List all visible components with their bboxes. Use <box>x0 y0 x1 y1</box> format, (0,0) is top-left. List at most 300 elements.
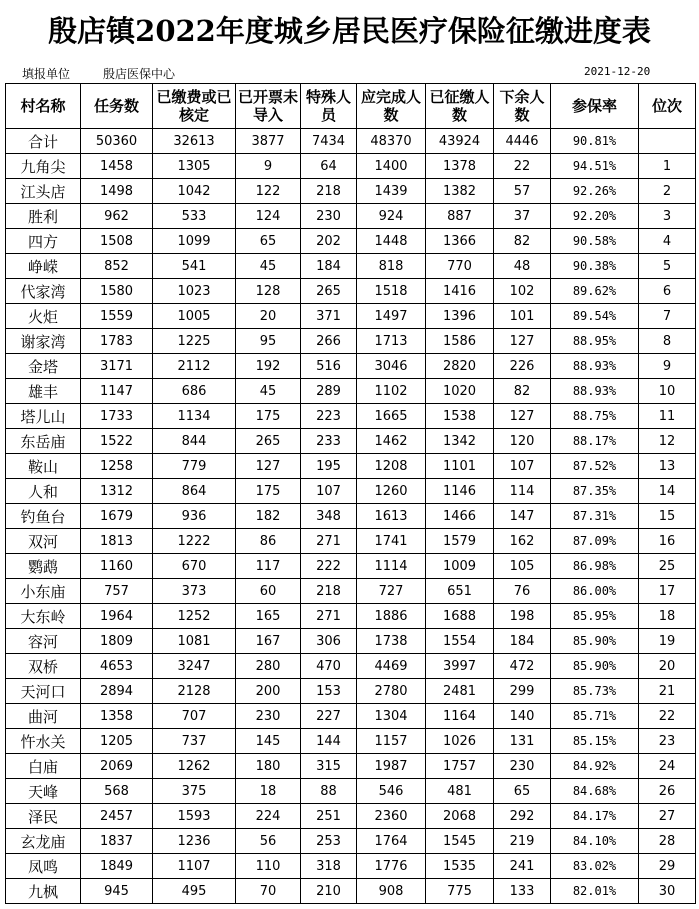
cell-required-count: 1886 <box>357 604 426 629</box>
cell-invoiced-not-imported: 175 <box>236 479 301 504</box>
cell-task-count: 1522 <box>81 429 153 454</box>
cell-required-count: 1114 <box>357 554 426 579</box>
cell-required-count: 1764 <box>357 829 426 854</box>
header-rank: 位次 <box>639 84 696 129</box>
cell-paid-or-verified: 1134 <box>153 404 236 429</box>
cell-task-count: 1205 <box>81 729 153 754</box>
cell-paid-or-verified: 2112 <box>153 354 236 379</box>
cell-task-count: 2894 <box>81 679 153 704</box>
cell-paid-or-verified: 844 <box>153 429 236 454</box>
cell-coverage-rate: 88.75% <box>551 404 639 429</box>
cell-rank: 8 <box>639 329 696 354</box>
cell-village-name: 东岳庙 <box>6 429 81 454</box>
cell-rank: 12 <box>639 429 696 454</box>
cell-special-persons: 348 <box>301 504 357 529</box>
cell-remaining-count: 198 <box>494 604 551 629</box>
cell-invoiced-not-imported: 182 <box>236 504 301 529</box>
cell-village-name: 泽民 <box>6 804 81 829</box>
cell-special-persons: 371 <box>301 304 357 329</box>
cell-required-count: 1518 <box>357 279 426 304</box>
cell-paid-or-verified: 779 <box>153 454 236 479</box>
cell-rank: 18 <box>639 604 696 629</box>
cell-invoiced-not-imported: 45 <box>236 379 301 404</box>
cell-special-persons: 218 <box>301 179 357 204</box>
cell-task-count: 1312 <box>81 479 153 504</box>
table-row <box>6 429 696 454</box>
cell-task-count: 945 <box>81 879 153 904</box>
header-collected-count: 已征缴人数 <box>426 84 494 129</box>
cell-coverage-rate: 89.54% <box>551 304 639 329</box>
cell-paid-or-verified: 1099 <box>153 229 236 254</box>
cell-special-persons: 223 <box>301 404 357 429</box>
cell-task-count: 1849 <box>81 854 153 879</box>
cell-paid-or-verified: 936 <box>153 504 236 529</box>
table-row <box>6 304 696 329</box>
header-paid-or-verified: 已缴费或已核定 <box>153 84 236 129</box>
sheet-title: 殷店镇2022年度城乡居民医疗保险征缴进度表 <box>48 14 651 48</box>
cell-paid-or-verified: 1081 <box>153 629 236 654</box>
cell-collected-count: 1146 <box>426 479 494 504</box>
cell-remaining-count: 133 <box>494 879 551 904</box>
cell-required-count: 546 <box>357 779 426 804</box>
table-row <box>6 204 696 229</box>
cell-remaining-count: 101 <box>494 304 551 329</box>
cell-required-count: 1439 <box>357 179 426 204</box>
cell-task-count: 1559 <box>81 304 153 329</box>
cell-village-name: 容河 <box>6 629 81 654</box>
table-row <box>6 729 696 754</box>
cell-task-count: 2069 <box>81 754 153 779</box>
cell-invoiced-not-imported: 18 <box>236 779 301 804</box>
cell-paid-or-verified: 541 <box>153 254 236 279</box>
cell-rank: 7 <box>639 304 696 329</box>
cell-collected-count: 1396 <box>426 304 494 329</box>
cell-coverage-rate: 88.95% <box>551 329 639 354</box>
cell-required-count: 1741 <box>357 529 426 554</box>
header-remaining-count: 下余人数 <box>494 84 551 129</box>
table-row <box>6 229 696 254</box>
table-row <box>6 779 696 804</box>
cell-village-name: 雄丰 <box>6 379 81 404</box>
cell-collected-count: 651 <box>426 579 494 604</box>
cell-collected-count: 2068 <box>426 804 494 829</box>
cell-required-count: 1665 <box>357 404 426 429</box>
table-row <box>6 179 696 204</box>
cell-coverage-rate: 88.93% <box>551 379 639 404</box>
cell-village-name: 谢家湾 <box>6 329 81 354</box>
table-row <box>6 754 696 779</box>
cell-collected-count: 1101 <box>426 454 494 479</box>
cell-rank: 4 <box>639 229 696 254</box>
cell-remaining-count: 219 <box>494 829 551 854</box>
cell-village-name: 双河 <box>6 529 81 554</box>
cell-remaining-count: 102 <box>494 279 551 304</box>
cell-collected-count: 43924 <box>426 129 494 154</box>
cell-special-persons: 253 <box>301 829 357 854</box>
cell-rank: 30 <box>639 879 696 904</box>
cell-village-name: 凤鸣 <box>6 854 81 879</box>
table-row <box>6 654 696 679</box>
cell-remaining-count: 82 <box>494 379 551 404</box>
cell-paid-or-verified: 1005 <box>153 304 236 329</box>
table-row <box>6 579 696 604</box>
cell-required-count: 1613 <box>357 504 426 529</box>
cell-remaining-count: 162 <box>494 529 551 554</box>
cell-special-persons: 195 <box>301 454 357 479</box>
cell-paid-or-verified: 1593 <box>153 804 236 829</box>
cell-village-name: 大东岭 <box>6 604 81 629</box>
cell-village-name: 峥嵘 <box>6 254 81 279</box>
table-row <box>6 354 696 379</box>
cell-task-count: 1679 <box>81 504 153 529</box>
cell-rank: 13 <box>639 454 696 479</box>
cell-task-count: 1783 <box>81 329 153 354</box>
cell-rank: 23 <box>639 729 696 754</box>
cell-required-count: 1497 <box>357 304 426 329</box>
cell-collected-count: 1757 <box>426 754 494 779</box>
cell-paid-or-verified: 373 <box>153 579 236 604</box>
cell-required-count: 908 <box>357 879 426 904</box>
cell-required-count: 1157 <box>357 729 426 754</box>
cell-coverage-rate: 90.81% <box>551 129 639 154</box>
cell-special-persons: 306 <box>301 629 357 654</box>
total-row <box>6 129 696 154</box>
cell-special-persons: 233 <box>301 429 357 454</box>
cell-task-count: 962 <box>81 204 153 229</box>
cell-required-count: 1462 <box>357 429 426 454</box>
cell-village-name: 玄龙庙 <box>6 829 81 854</box>
cell-rank: 20 <box>639 654 696 679</box>
meta-row <box>0 62 699 83</box>
cell-task-count: 757 <box>81 579 153 604</box>
cell-special-persons: 107 <box>301 479 357 504</box>
cell-coverage-rate: 92.20% <box>551 204 639 229</box>
cell-paid-or-verified: 1305 <box>153 154 236 179</box>
cell-collected-count: 1416 <box>426 279 494 304</box>
cell-required-count: 1738 <box>357 629 426 654</box>
cell-coverage-rate: 87.31% <box>551 504 639 529</box>
cell-coverage-rate: 85.73% <box>551 679 639 704</box>
cell-village-name: 金塔 <box>6 354 81 379</box>
cell-paid-or-verified: 1107 <box>153 854 236 879</box>
cell-village-name: 九角尖 <box>6 154 81 179</box>
cell-remaining-count: 82 <box>494 229 551 254</box>
cell-coverage-rate: 89.62% <box>551 279 639 304</box>
cell-collected-count: 1342 <box>426 429 494 454</box>
cell-rank: 10 <box>639 379 696 404</box>
cell-coverage-rate: 85.95% <box>551 604 639 629</box>
cell-remaining-count: 22 <box>494 154 551 179</box>
cell-remaining-count: 48 <box>494 254 551 279</box>
cell-remaining-count: 37 <box>494 204 551 229</box>
table-row <box>6 629 696 654</box>
cell-paid-or-verified: 3247 <box>153 654 236 679</box>
cell-village-name: 胜利 <box>6 204 81 229</box>
cell-rank: 9 <box>639 354 696 379</box>
cell-paid-or-verified: 864 <box>153 479 236 504</box>
cell-invoiced-not-imported: 145 <box>236 729 301 754</box>
cell-task-count: 1498 <box>81 179 153 204</box>
cell-special-persons: 318 <box>301 854 357 879</box>
cell-special-persons: 184 <box>301 254 357 279</box>
cell-special-persons: 266 <box>301 329 357 354</box>
cell-village-name: 鹦鹉 <box>6 554 81 579</box>
cell-remaining-count: 184 <box>494 629 551 654</box>
cell-required-count: 2360 <box>357 804 426 829</box>
cell-collected-count: 1366 <box>426 229 494 254</box>
cell-coverage-rate: 84.10% <box>551 829 639 854</box>
cell-task-count: 1813 <box>81 529 153 554</box>
cell-coverage-rate: 86.00% <box>551 579 639 604</box>
cell-special-persons: 271 <box>301 604 357 629</box>
cell-rank: 15 <box>639 504 696 529</box>
header-row <box>6 84 696 129</box>
header-task-count: 任务数 <box>81 84 153 129</box>
cell-special-persons: 64 <box>301 154 357 179</box>
cell-collected-count: 1020 <box>426 379 494 404</box>
cell-village-name: 人和 <box>6 479 81 504</box>
cell-coverage-rate: 87.09% <box>551 529 639 554</box>
cell-remaining-count: 4446 <box>494 129 551 154</box>
cell-rank: 16 <box>639 529 696 554</box>
cell-special-persons: 315 <box>301 754 357 779</box>
table-row <box>6 404 696 429</box>
cell-invoiced-not-imported: 280 <box>236 654 301 679</box>
cell-coverage-rate: 94.51% <box>551 154 639 179</box>
cell-rank: 17 <box>639 579 696 604</box>
cell-village-name: 曲河 <box>6 704 81 729</box>
cell-village-name: 塔儿山 <box>6 404 81 429</box>
cell-invoiced-not-imported: 128 <box>236 279 301 304</box>
cell-invoiced-not-imported: 124 <box>236 204 301 229</box>
cell-task-count: 1147 <box>81 379 153 404</box>
cell-rank: 11 <box>639 404 696 429</box>
cell-special-persons: 153 <box>301 679 357 704</box>
cell-special-persons: 227 <box>301 704 357 729</box>
cell-rank: 29 <box>639 854 696 879</box>
cell-collected-count: 1466 <box>426 504 494 529</box>
cell-rank <box>639 129 696 154</box>
cell-paid-or-verified: 1225 <box>153 329 236 354</box>
cell-coverage-rate: 90.38% <box>551 254 639 279</box>
cell-coverage-rate: 85.15% <box>551 729 639 754</box>
cell-village-name: 天河口 <box>6 679 81 704</box>
cell-collected-count: 1009 <box>426 554 494 579</box>
table-row <box>6 829 696 854</box>
cell-remaining-count: 127 <box>494 329 551 354</box>
cell-required-count: 1102 <box>357 379 426 404</box>
cell-collected-count: 1554 <box>426 629 494 654</box>
cell-special-persons: 202 <box>301 229 357 254</box>
cell-special-persons: 218 <box>301 579 357 604</box>
cell-invoiced-not-imported: 192 <box>236 354 301 379</box>
cell-collected-count: 2481 <box>426 679 494 704</box>
cell-paid-or-verified: 533 <box>153 204 236 229</box>
header-invoiced-not-imported: 已开票未导入 <box>236 84 301 129</box>
cell-required-count: 4469 <box>357 654 426 679</box>
cell-collected-count: 1378 <box>426 154 494 179</box>
cell-task-count: 1160 <box>81 554 153 579</box>
cell-invoiced-not-imported: 9 <box>236 154 301 179</box>
cell-task-count: 1837 <box>81 829 153 854</box>
cell-coverage-rate: 88.17% <box>551 429 639 454</box>
cell-village-name: 代家湾 <box>6 279 81 304</box>
cell-invoiced-not-imported: 224 <box>236 804 301 829</box>
cell-collected-count: 1535 <box>426 854 494 879</box>
cell-coverage-rate: 87.52% <box>551 454 639 479</box>
cell-invoiced-not-imported: 110 <box>236 854 301 879</box>
cell-rank: 21 <box>639 679 696 704</box>
table-row <box>6 254 696 279</box>
cell-remaining-count: 292 <box>494 804 551 829</box>
cell-required-count: 1208 <box>357 454 426 479</box>
cell-remaining-count: 107 <box>494 454 551 479</box>
cell-rank: 25 <box>639 554 696 579</box>
cell-coverage-rate: 86.98% <box>551 554 639 579</box>
cell-paid-or-verified: 1262 <box>153 754 236 779</box>
table-row <box>6 804 696 829</box>
cell-village-name: 鞍山 <box>6 454 81 479</box>
cell-task-count: 50360 <box>81 129 153 154</box>
cell-required-count: 1987 <box>357 754 426 779</box>
cell-rank: 28 <box>639 829 696 854</box>
cell-invoiced-not-imported: 20 <box>236 304 301 329</box>
cell-invoiced-not-imported: 95 <box>236 329 301 354</box>
cell-special-persons: 144 <box>301 729 357 754</box>
cell-village-name: 合计 <box>6 129 81 154</box>
cell-paid-or-verified: 1042 <box>153 179 236 204</box>
cell-collected-count: 1164 <box>426 704 494 729</box>
cell-special-persons: 516 <box>301 354 357 379</box>
cell-rank: 24 <box>639 754 696 779</box>
cell-rank: 5 <box>639 254 696 279</box>
cell-special-persons: 230 <box>301 204 357 229</box>
cell-coverage-rate: 87.35% <box>551 479 639 504</box>
cell-paid-or-verified: 707 <box>153 704 236 729</box>
cell-rank: 14 <box>639 479 696 504</box>
cell-task-count: 1809 <box>81 629 153 654</box>
cell-remaining-count: 140 <box>494 704 551 729</box>
cell-rank: 22 <box>639 704 696 729</box>
table-row <box>6 479 696 504</box>
cell-rank: 6 <box>639 279 696 304</box>
cell-invoiced-not-imported: 265 <box>236 429 301 454</box>
cell-remaining-count: 472 <box>494 654 551 679</box>
cell-invoiced-not-imported: 175 <box>236 404 301 429</box>
cell-remaining-count: 147 <box>494 504 551 529</box>
cell-invoiced-not-imported: 165 <box>236 604 301 629</box>
cell-remaining-count: 57 <box>494 179 551 204</box>
cell-required-count: 818 <box>357 254 426 279</box>
cell-task-count: 1258 <box>81 454 153 479</box>
table-row <box>6 679 696 704</box>
cell-invoiced-not-imported: 122 <box>236 179 301 204</box>
cell-collected-count: 1538 <box>426 404 494 429</box>
table-row <box>6 329 696 354</box>
cell-collected-count: 1579 <box>426 529 494 554</box>
cell-task-count: 1733 <box>81 404 153 429</box>
cell-village-name: 九枫 <box>6 879 81 904</box>
cell-required-count: 1776 <box>357 854 426 879</box>
progress-table <box>5 83 696 904</box>
cell-paid-or-verified: 1236 <box>153 829 236 854</box>
cell-required-count: 1260 <box>357 479 426 504</box>
cell-coverage-rate: 88.93% <box>551 354 639 379</box>
fill-unit-value: 殷店医保中心 <box>103 67 176 81</box>
cell-rank: 26 <box>639 779 696 804</box>
cell-collected-count: 1026 <box>426 729 494 754</box>
cell-remaining-count: 105 <box>494 554 551 579</box>
table-row <box>6 504 696 529</box>
fill-unit-label: 填报单位 <box>22 67 71 81</box>
header-village-name: 村名称 <box>6 84 81 129</box>
cell-invoiced-not-imported: 180 <box>236 754 301 779</box>
cell-remaining-count: 241 <box>494 854 551 879</box>
cell-invoiced-not-imported: 230 <box>236 704 301 729</box>
cell-task-count: 3171 <box>81 354 153 379</box>
cell-remaining-count: 127 <box>494 404 551 429</box>
cell-invoiced-not-imported: 117 <box>236 554 301 579</box>
cell-rank: 19 <box>639 629 696 654</box>
cell-paid-or-verified: 375 <box>153 779 236 804</box>
cell-invoiced-not-imported: 200 <box>236 679 301 704</box>
cell-coverage-rate: 85.71% <box>551 704 639 729</box>
cell-invoiced-not-imported: 45 <box>236 254 301 279</box>
cell-coverage-rate: 82.01% <box>551 879 639 904</box>
cell-collected-count: 1382 <box>426 179 494 204</box>
cell-task-count: 2457 <box>81 804 153 829</box>
table-row <box>6 704 696 729</box>
cell-special-persons: 289 <box>301 379 357 404</box>
cell-task-count: 852 <box>81 254 153 279</box>
cell-invoiced-not-imported: 56 <box>236 829 301 854</box>
cell-task-count: 1358 <box>81 704 153 729</box>
cell-rank: 27 <box>639 804 696 829</box>
cell-paid-or-verified: 1222 <box>153 529 236 554</box>
cell-special-persons: 470 <box>301 654 357 679</box>
cell-paid-or-verified: 1252 <box>153 604 236 629</box>
cell-required-count: 48370 <box>357 129 426 154</box>
cell-collected-count: 2820 <box>426 354 494 379</box>
cell-coverage-rate: 84.92% <box>551 754 639 779</box>
cell-task-count: 4653 <box>81 654 153 679</box>
cell-remaining-count: 230 <box>494 754 551 779</box>
cell-coverage-rate: 85.90% <box>551 654 639 679</box>
cell-collected-count: 3997 <box>426 654 494 679</box>
cell-paid-or-verified: 495 <box>153 879 236 904</box>
cell-task-count: 1508 <box>81 229 153 254</box>
cell-task-count: 568 <box>81 779 153 804</box>
cell-special-persons: 222 <box>301 554 357 579</box>
cell-village-name: 白庙 <box>6 754 81 779</box>
report-date: 2021-12-20 <box>584 65 651 78</box>
cell-paid-or-verified: 1023 <box>153 279 236 304</box>
cell-rank: 1 <box>639 154 696 179</box>
cell-task-count: 1458 <box>81 154 153 179</box>
cell-required-count: 2780 <box>357 679 426 704</box>
cell-required-count: 1713 <box>357 329 426 354</box>
cell-collected-count: 481 <box>426 779 494 804</box>
cell-special-persons: 88 <box>301 779 357 804</box>
cell-paid-or-verified: 686 <box>153 379 236 404</box>
cell-coverage-rate: 84.68% <box>551 779 639 804</box>
cell-special-persons: 251 <box>301 804 357 829</box>
table-row <box>6 279 696 304</box>
cell-task-count: 1964 <box>81 604 153 629</box>
cell-required-count: 1400 <box>357 154 426 179</box>
cell-village-name: 火炬 <box>6 304 81 329</box>
cell-village-name: 钓鱼台 <box>6 504 81 529</box>
